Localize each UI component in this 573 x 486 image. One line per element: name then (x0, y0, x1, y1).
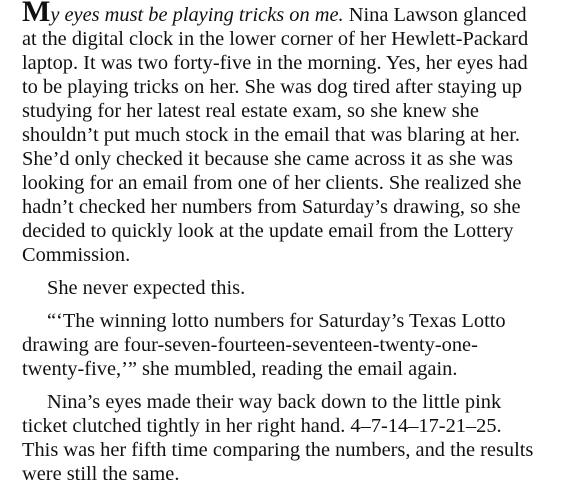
book-page (22, 0, 542, 486)
italic-lead: y eyes must be playing tricks on me. (50, 4, 344, 26)
text-line: at the digital clock in the lower corner of her Hewlett-Packard (22, 28, 529, 50)
paragraph-2 (22, 276, 542, 300)
text-line: She’d only checked it because she came across it as she was (22, 148, 513, 170)
text-line: Commission. (22, 244, 131, 266)
text-line: twenty-five,’” she mumbled, reading the email again. (22, 358, 458, 380)
text-line: This was her fifth time comparing the numbers, and the results (22, 439, 534, 461)
text-line: ticket clutched tightly in her right hand. 4–7-14–17-21–25. (22, 415, 502, 437)
text-line: were still the same. (22, 463, 180, 485)
drop-cap: M (22, 0, 51, 28)
text-line: Nina’s eyes made their way back down to the little pink (47, 391, 502, 413)
paragraph-4 (22, 390, 542, 486)
line-text: Nina Lawson glanced (343, 4, 527, 26)
text-line: studying for her latest real estate exam, so she knew she (22, 100, 479, 122)
text-line: looking for an email from one of her clients. She realized she (22, 172, 522, 194)
paragraph-1 (22, 0, 542, 267)
paragraph-1-line-1 (22, 0, 542, 27)
text-line: laptop. It was two forty-five in the morning. Yes, her eyes had (22, 52, 528, 74)
text-line: shouldn’t put much stock in the email that was blaring at her. (22, 124, 520, 146)
text-line: to be playing tricks on her. She was dog tired after staying up (22, 76, 523, 98)
text-line: drawing are four-seven-fourteen-seventeen-twenty-one- (22, 334, 478, 356)
text-line: “‘The winning lotto numbers for Saturday’s Texas Lotto (47, 310, 506, 332)
text-line: decided to quickly look at the update email from the Lottery (22, 220, 514, 242)
text-line: hadn’t checked her numbers from Saturday’s drawing, so she (22, 196, 521, 218)
text-line: She never expected this. (47, 277, 246, 299)
paragraph-3 (22, 309, 542, 381)
